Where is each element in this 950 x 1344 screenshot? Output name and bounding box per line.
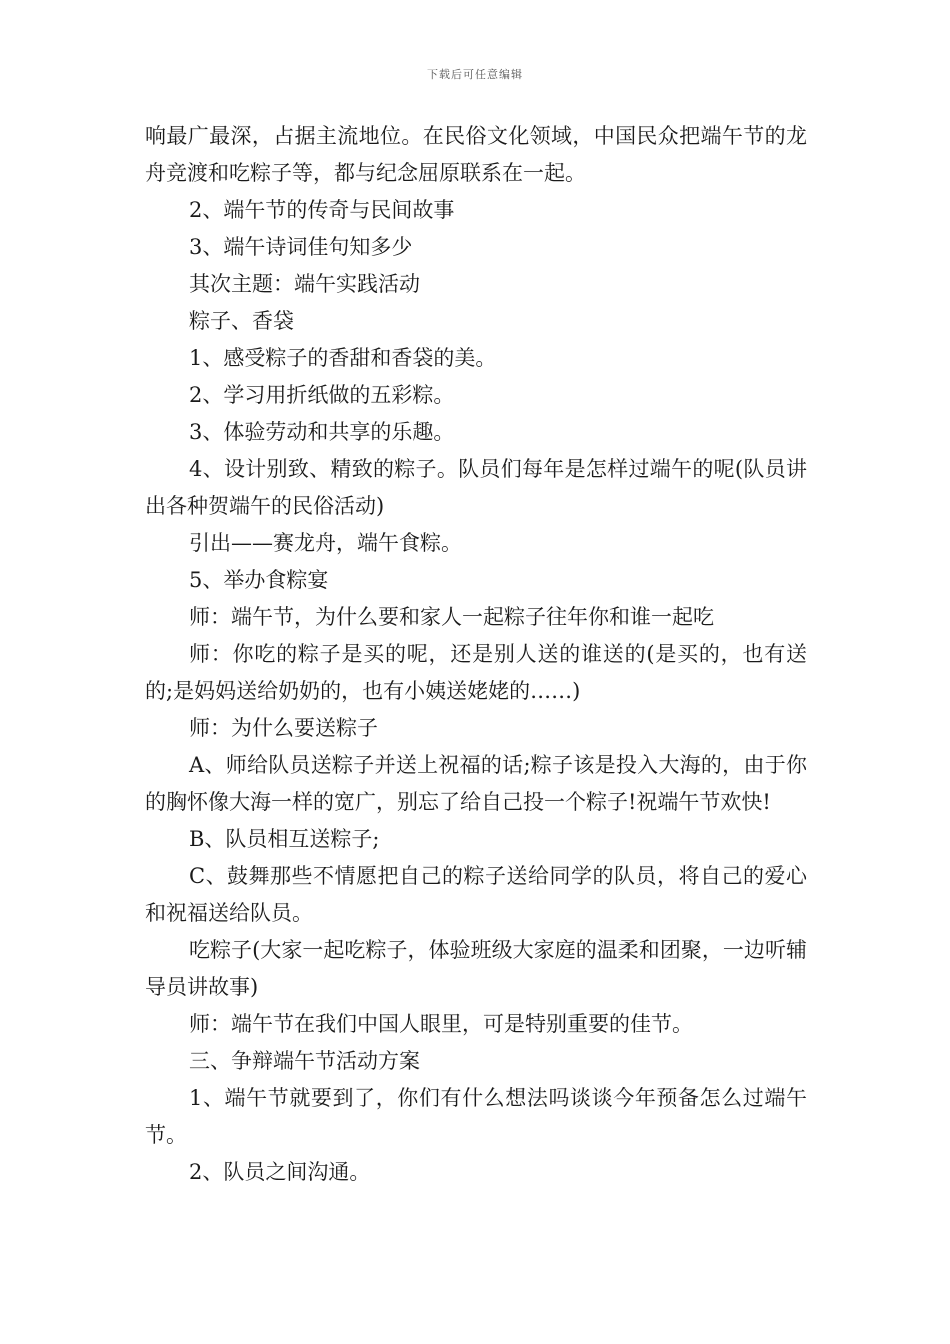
paragraph: 2、学习用折纸做的五彩粽。: [189, 383, 455, 407]
paragraph: 2、端午节的传奇与民间故事: [189, 198, 455, 222]
paragraph: 5、举办食粽宴: [189, 568, 329, 592]
paragraph: 3、体验劳动和共享的乐趣。: [189, 420, 455, 444]
paragraph: 粽子、香袋: [189, 309, 294, 333]
header-note: 下载后可任意编辑: [427, 68, 523, 81]
paragraph: A、师给队员送粽子并送上祝福的话;粽子该是投入大海的，由于你的胸怀像大海一样的宽广，别忘了给自己投一个粽子!祝端午节欢快!: [145, 753, 807, 814]
section-heading: 其次主题：端午实践活动: [189, 272, 420, 296]
paragraph: 师：为什么要送粽子: [189, 716, 378, 740]
paragraph: 师：你吃的粽子是买的呢，还是别人送的谁送的(是买的，也有送的;是妈妈送给奶奶的，也有小姨送姥姥的……): [145, 642, 807, 703]
paragraph: 师：端午节在我们中国人眼里，可是特别重要的佳节。: [189, 1012, 693, 1036]
paragraph: 4、设计别致、精致的粽子。队员们每年是怎样过端午的呢(队员讲出各种贺端午的民俗活动): [145, 457, 807, 518]
paragraph: 2、队员之间沟通。: [189, 1160, 371, 1184]
paragraph: B、队员相互送粽子;: [189, 827, 380, 851]
paragraph: 响最广最深，占据主流地位。在民俗文化领域，中国民众把端午节的龙舟竞渡和吃粽子等，都与纪念屈原联系在一起。: [145, 124, 807, 185]
paragraph: 引出——赛龙舟，端午食粽。: [189, 531, 462, 555]
section-heading: 三、争辩端午节活动方案: [189, 1049, 420, 1073]
paragraph: 1、感受粽子的香甜和香袋的美。: [189, 346, 497, 370]
document-body: [145, 118, 807, 1191]
paragraph: 1、端午节就要到了，你们有什么想法吗谈谈今年预备怎么过端午节。: [145, 1086, 807, 1147]
paragraph: C、鼓舞那些不情愿把自己的粽子送给同学的队员，将自己的爱心和祝福送给队员。: [145, 864, 807, 925]
paragraph: 吃粽子(大家一起吃粽子，体验班级大家庭的温柔和团聚，一边听辅导员讲故事): [145, 938, 807, 999]
paragraph: 师：端午节，为什么要和家人一起粽子往年你和谁一起吃: [189, 605, 714, 629]
paragraph: 3、端午诗词佳句知多少: [189, 235, 413, 259]
